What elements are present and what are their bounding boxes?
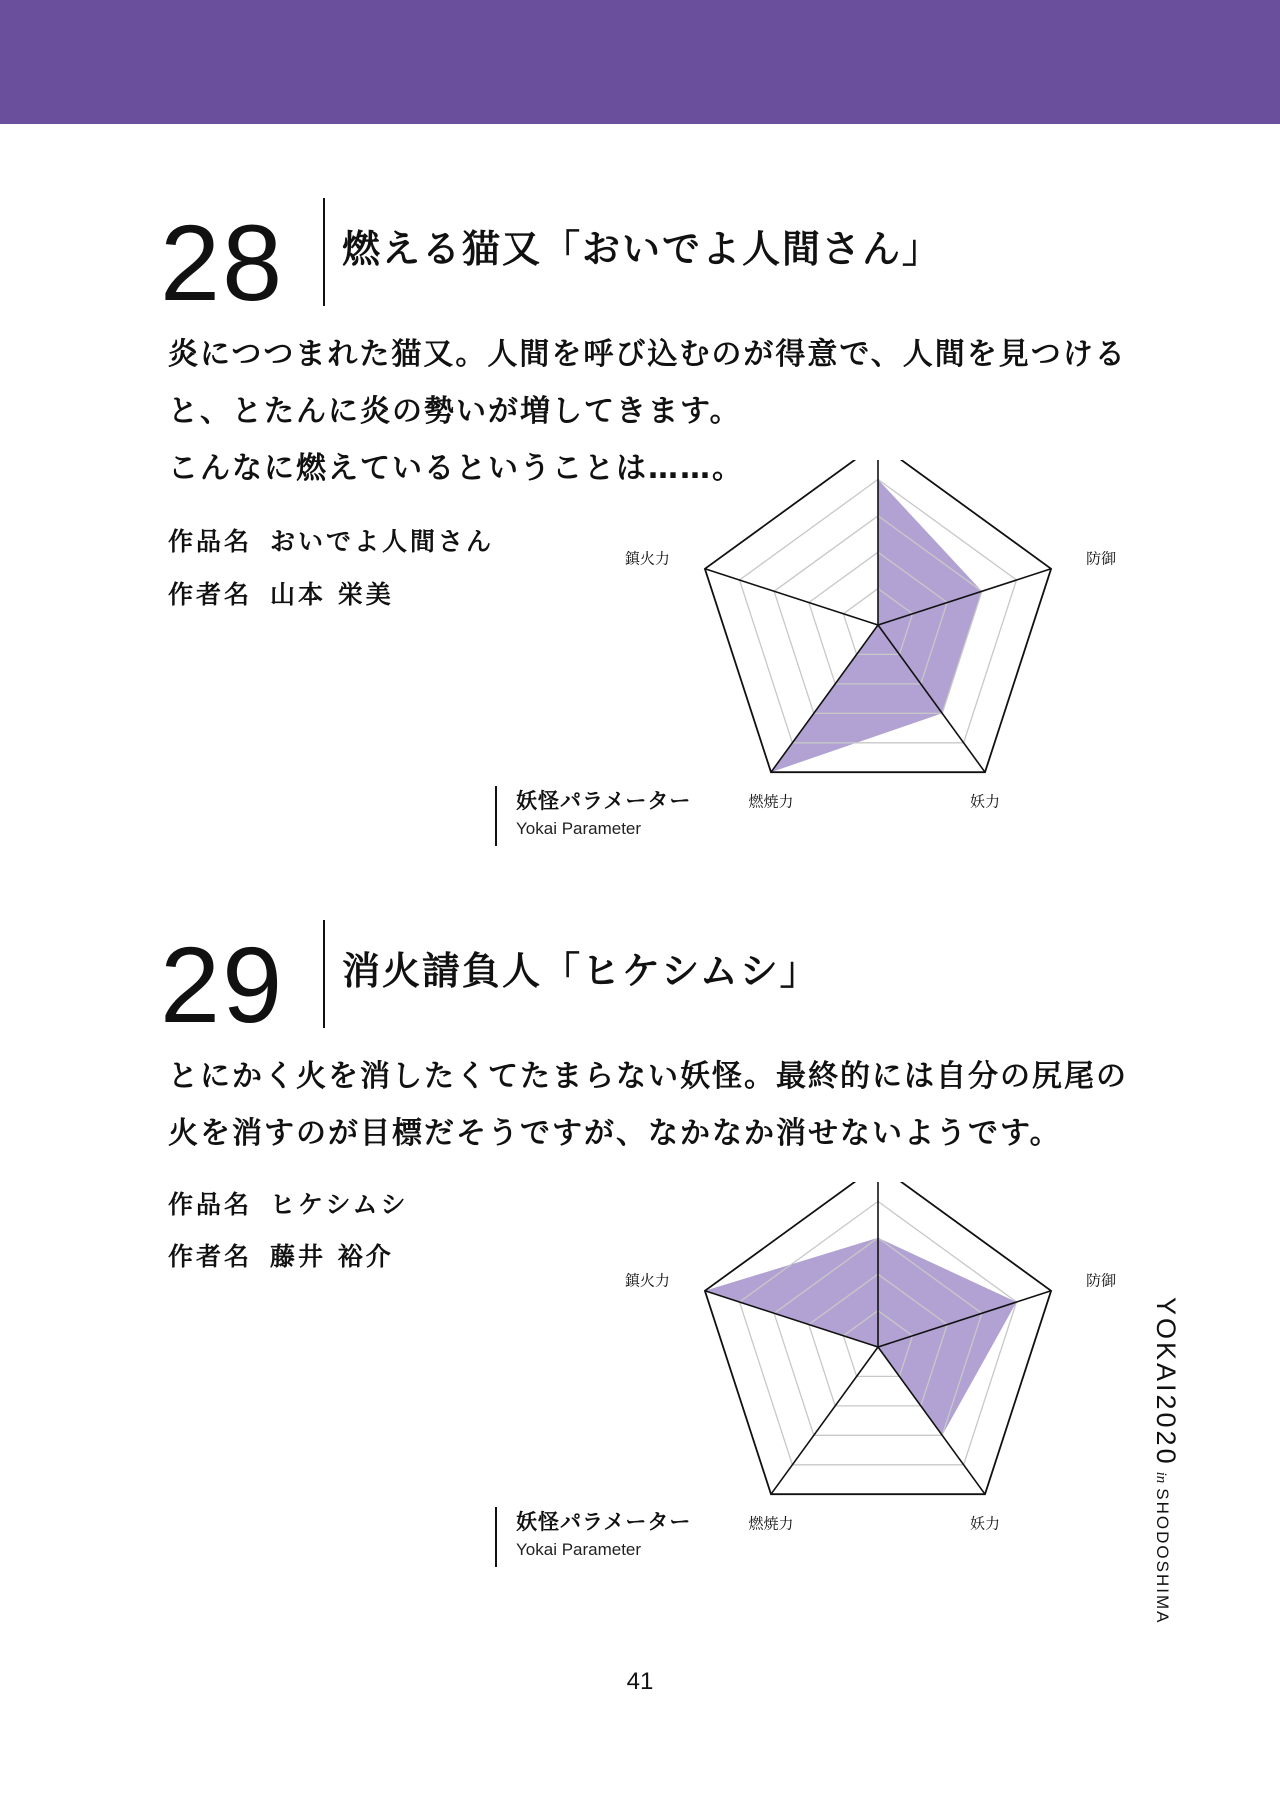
description-line: とにかく火を消したくてたまらない妖怪。最終的には自分の尻尾の (168, 1059, 1128, 1094)
title-divider (323, 920, 325, 1028)
work-credit (168, 527, 494, 557)
yokai-entry-29 (0, 920, 1280, 1640)
description-line: 炎につつまれた猫又。人間を呼び込むのが得意で、人間を見つける (168, 337, 1127, 372)
yokai-entry-28 (0, 198, 1280, 918)
author-credit (168, 1242, 394, 1272)
radar-axis-label: 妖力 (969, 792, 1001, 811)
radar-axis-label: 燃焼力 (748, 792, 794, 811)
page-number: 41 (626, 1668, 654, 1695)
entry-description (168, 1048, 1148, 1162)
description-line: と、とたんに炎の勢いが増してきます。 (168, 394, 742, 429)
author-credit (168, 580, 394, 610)
radar-axis-label: 妖力 (969, 1514, 1001, 1533)
radar-chart (620, 460, 1120, 900)
brand-main: YOKAI2020 (1151, 1297, 1181, 1467)
brand-in: in (1153, 1471, 1169, 1484)
radar-chart (620, 1182, 1120, 1622)
author-label: 作者名 (168, 580, 253, 609)
title-divider (323, 198, 325, 306)
author-name: 藤井 裕介 (270, 1242, 394, 1271)
side-brand (1153, 1297, 1181, 1672)
radar-spoke (771, 1347, 878, 1494)
description-line: 火を消すのが目標だそうですが、なかなか消せないようです。 (168, 1116, 1062, 1151)
parameter-title-en: Yokai Parameter (516, 819, 642, 838)
radar-axis-label: 鎮火力 (624, 549, 670, 568)
author-name: 山本 栄美 (270, 580, 394, 609)
radar-spoke (705, 569, 878, 625)
description-line: こんなに燃えているということは……。 (168, 451, 744, 486)
entry-number: 28 (160, 202, 285, 323)
entry-number: 29 (160, 924, 285, 1045)
parameter-title-jp: 妖怪パラメーター (516, 789, 692, 813)
work-label: 作品名 (168, 1190, 253, 1219)
legend-bar (495, 1507, 497, 1567)
work-label: 作品名 (168, 527, 253, 556)
radar-axis-label: 燃焼力 (748, 1514, 794, 1533)
entry-title: 消火請負人「ヒケシムシ」 (342, 949, 820, 993)
work-name: おいでよ人間さん (270, 527, 495, 556)
radar-axis-label: 鎮火力 (624, 1271, 670, 1290)
brand-place: SHODOSHIMA (1153, 1488, 1172, 1625)
author-label: 作者名 (168, 1242, 253, 1271)
legend-bar (495, 786, 497, 846)
radar-axis-label: 防御 (1086, 549, 1117, 568)
work-name: ヒケシムシ (270, 1190, 409, 1219)
parameter-title-jp: 妖怪パラメーター (516, 1510, 692, 1534)
work-credit (168, 1190, 409, 1220)
entry-title: 燃える猫又「おいでよ人間さん」 (342, 227, 943, 271)
radar-axis-label: 防御 (1086, 1271, 1117, 1290)
header-band (0, 0, 1280, 124)
parameter-title-en: Yokai Parameter (516, 1540, 642, 1559)
